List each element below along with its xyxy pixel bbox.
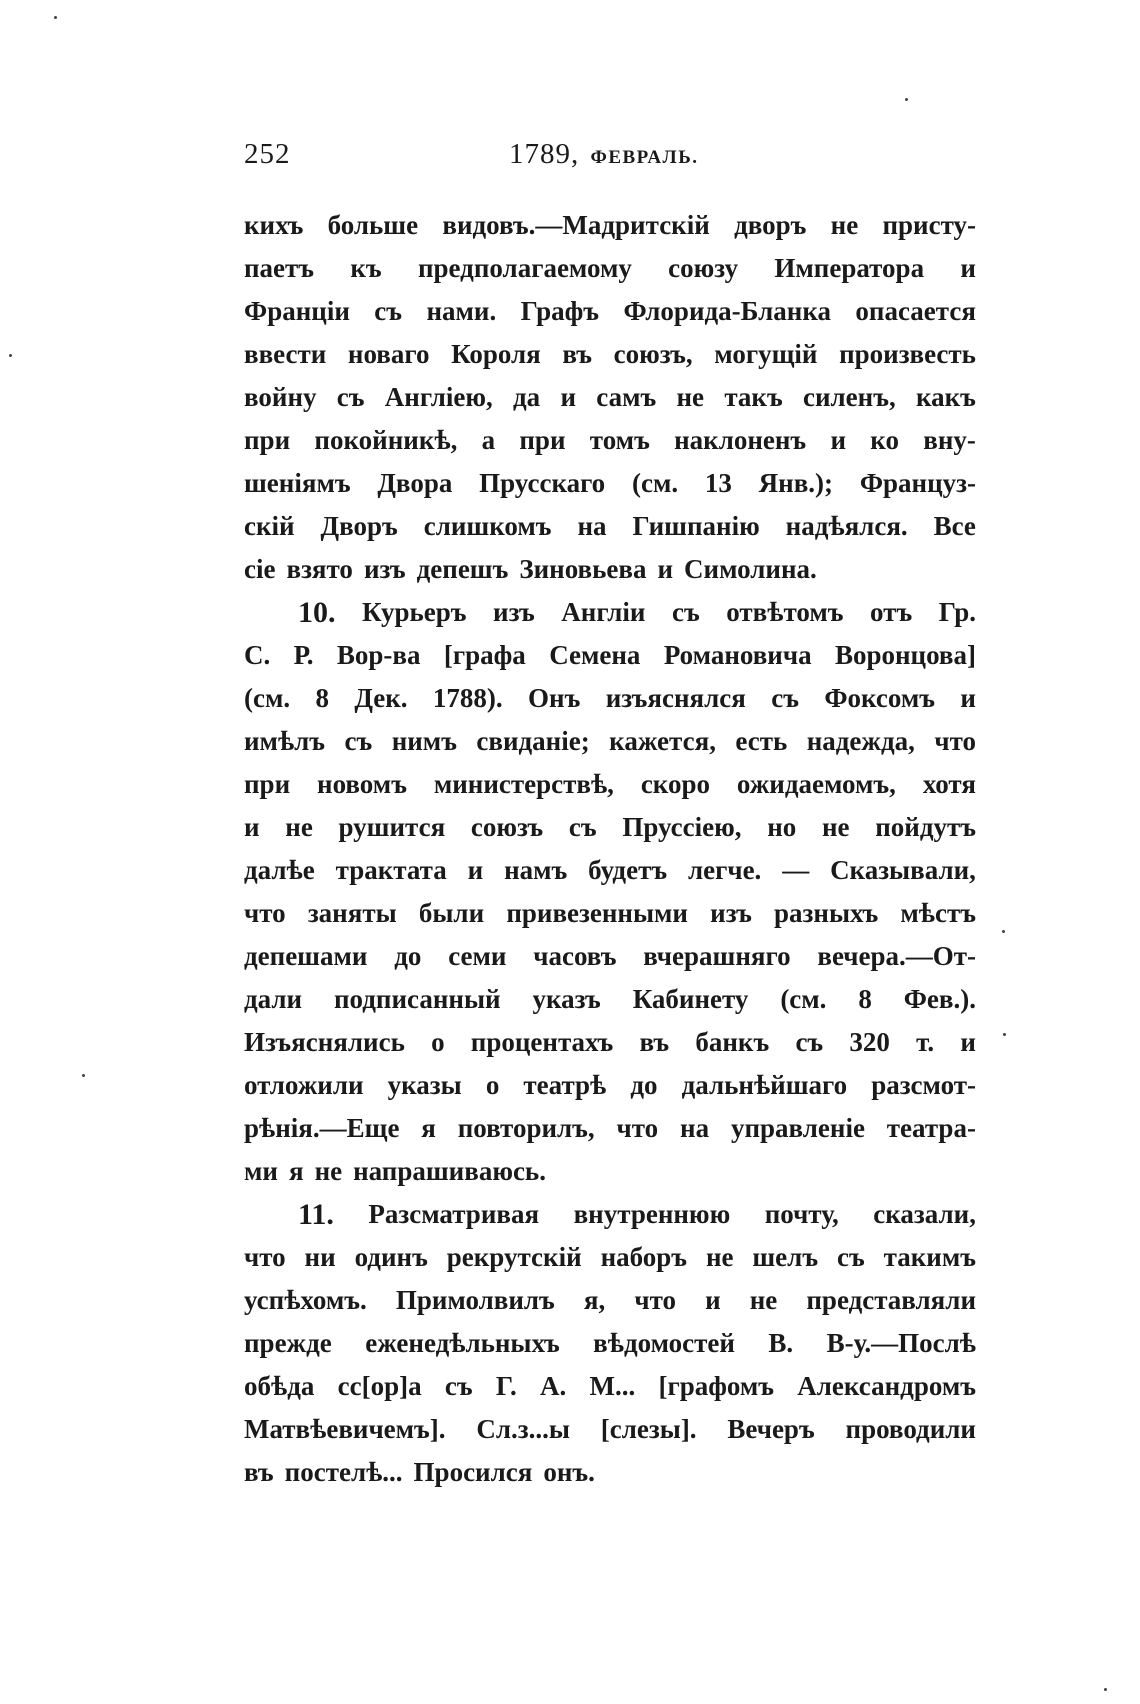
word: (см. [244, 683, 291, 713]
word: ввести [244, 339, 327, 369]
word: такъ [724, 382, 783, 412]
word: Императора [774, 253, 925, 283]
word: ожидаемомъ, [736, 769, 896, 799]
word: дальнѣйшаго [681, 1070, 848, 1100]
word: не [749, 1285, 778, 1315]
word: и [960, 253, 976, 283]
word: въ [244, 1457, 274, 1487]
text-line [244, 1107, 976, 1150]
word: и [960, 1027, 976, 1057]
word: Онъ [528, 683, 581, 713]
word: и [560, 382, 577, 412]
word: повторилъ, [457, 1113, 595, 1143]
word: обѣда [244, 1371, 315, 1401]
word: С. [244, 640, 271, 670]
word: ни [304, 1242, 336, 1272]
word: отъ [870, 597, 913, 627]
word: съ [344, 726, 373, 756]
word: прежде [244, 1328, 332, 1358]
word: трактата [335, 855, 447, 885]
word: и [960, 683, 976, 713]
word: надѣялся. [785, 511, 908, 541]
word: еженедѣльныхъ [365, 1328, 560, 1358]
word: заняты [307, 898, 397, 928]
word: слишкомъ [423, 511, 552, 541]
text-line [244, 1279, 976, 1322]
word: Сказывали, [830, 855, 976, 885]
word: Просился [413, 1457, 533, 1487]
word: семи [448, 941, 507, 971]
word: Примолвилъ [395, 1285, 555, 1315]
text-line [244, 290, 976, 333]
word: Курьеръ [362, 597, 467, 627]
word: т. [916, 1027, 935, 1057]
word: изъ [710, 898, 752, 928]
word: Романовича [663, 640, 812, 670]
word: и [705, 1285, 721, 1315]
word: банкъ [695, 1027, 770, 1057]
word: при [519, 425, 566, 455]
word: но [767, 812, 797, 842]
word: Г. [495, 1371, 517, 1401]
word: Дворъ [320, 511, 398, 541]
word: наклоненъ [674, 425, 807, 455]
word: съ [374, 296, 403, 326]
scan-speck [9, 354, 12, 357]
word: новаго [347, 339, 430, 369]
word: часовъ [533, 941, 617, 971]
word: В. [768, 1328, 794, 1358]
word: и [244, 812, 260, 842]
word: указъ [532, 984, 601, 1014]
word: къ [350, 253, 382, 283]
word: я [421, 1113, 436, 1143]
word: Прусскаго [479, 468, 606, 498]
word: опасается [855, 296, 976, 326]
text-line [244, 1193, 976, 1236]
word: Матвѣевичемъ]. [244, 1414, 446, 1444]
word: управленіе [730, 1113, 865, 1143]
word: отложили [244, 1070, 364, 1100]
word: Разсматривая [368, 1199, 540, 1229]
word: предполагаемому [417, 253, 632, 283]
text-line [244, 419, 976, 462]
word: вну- [923, 425, 976, 455]
word: намъ [504, 855, 568, 885]
text-line [244, 763, 976, 806]
word: министерствѣ, [433, 769, 614, 799]
text-line [244, 1064, 976, 1107]
word: разныхъ [774, 898, 879, 928]
word: сіе [244, 554, 276, 584]
word: М... [589, 1371, 636, 1401]
word: скоро [640, 769, 711, 799]
text-line [244, 892, 976, 935]
text-line [244, 1451, 976, 1494]
word: театрѣ [523, 1070, 607, 1100]
word: Француз- [859, 468, 976, 498]
word: 13 [704, 468, 732, 498]
text-line [244, 505, 976, 548]
text-line [244, 376, 976, 419]
word: вѣдомостей [593, 1328, 735, 1358]
text-line [244, 1322, 976, 1365]
entry-number: 10. [298, 596, 336, 629]
word: не [821, 812, 850, 842]
word: дворъ [734, 210, 807, 240]
word: союзъ, [613, 339, 693, 369]
word: разсмот- [871, 1070, 976, 1100]
scan-speck [1104, 1688, 1107, 1691]
word: Пруссіею, [622, 812, 742, 842]
word: шеніямъ [244, 468, 351, 498]
text-line [244, 720, 976, 763]
word: ко [870, 425, 899, 455]
word: съ [444, 1371, 473, 1401]
word: депешами [244, 941, 368, 971]
word: одинъ [354, 1242, 428, 1272]
word: легче. [687, 855, 762, 885]
word: томъ [589, 425, 650, 455]
word: не [676, 382, 705, 412]
word: что [934, 726, 976, 756]
word: Англіи [561, 597, 646, 627]
text-line [244, 247, 976, 290]
word: Графъ [520, 296, 600, 326]
word: Александромъ [797, 1371, 976, 1401]
text-line [244, 1236, 976, 1279]
scan-speck [82, 1074, 85, 1077]
text-line [244, 935, 976, 978]
word: подписанный [334, 984, 501, 1014]
word: будетъ [588, 855, 668, 885]
word: больше [327, 210, 419, 240]
word: Гр. [938, 597, 976, 627]
text-line [244, 1021, 976, 1064]
word: отвѣтомъ [726, 597, 844, 627]
text-line [244, 849, 976, 892]
word: сказали, [873, 1199, 976, 1229]
word: въ [562, 339, 593, 369]
word: Гишпанію [632, 511, 760, 541]
header-date [509, 134, 699, 178]
scan-speck [1002, 930, 1005, 933]
text-line [244, 634, 976, 677]
word: надежда, [806, 726, 915, 756]
word: есть [735, 726, 788, 756]
word: рекрутскій [446, 1242, 582, 1272]
word: что [244, 1242, 286, 1272]
word: 8 [315, 683, 329, 713]
word: такимъ [883, 1242, 976, 1272]
text-line [244, 591, 976, 634]
word: нимъ [391, 726, 457, 756]
word: (см. [780, 984, 827, 1014]
word: указы [387, 1070, 462, 1100]
word: напрашиваюсь. [353, 1156, 546, 1186]
word: не [830, 210, 859, 240]
word: о [431, 1027, 445, 1057]
word: съ [836, 1242, 865, 1272]
word: Зиновьева [519, 554, 647, 584]
text-line [244, 204, 976, 247]
word: ми [244, 1156, 278, 1186]
word: Семена [549, 640, 641, 670]
word: постелѣ... [284, 1457, 403, 1487]
word: Дек. [354, 683, 408, 713]
word: [графомъ [658, 1371, 775, 1401]
scan-speck [1003, 1033, 1006, 1036]
word: съ [568, 812, 597, 842]
word: успѣхомъ. [244, 1285, 367, 1315]
word: пойдутъ [875, 812, 976, 842]
word: представляли [806, 1285, 976, 1315]
word: хотя [922, 769, 976, 799]
word: изъ [493, 597, 535, 627]
word: (см. [631, 468, 679, 498]
word: я [288, 1156, 304, 1186]
word: нами. [426, 296, 497, 326]
word: союзъ [470, 812, 544, 842]
word: 320 [849, 1027, 890, 1057]
word: В-у.—Послѣ [826, 1328, 976, 1358]
word: были [418, 898, 485, 928]
word: Сл.з...ы [476, 1414, 570, 1444]
word: что [244, 898, 286, 928]
text-line [244, 1365, 976, 1408]
word: наборъ [600, 1242, 688, 1272]
word: да [513, 382, 541, 412]
word: до [630, 1070, 658, 1100]
word: а [481, 425, 496, 455]
word: Франціи [244, 296, 350, 326]
word: съ [671, 597, 700, 627]
word: видовъ.—Мадритскій [442, 210, 710, 240]
word: не [314, 1156, 343, 1186]
word: театра- [886, 1113, 976, 1143]
word: Флорида-Бланка [623, 296, 831, 326]
word: рѣнія.—Еще [244, 1113, 400, 1143]
word: А. [539, 1371, 567, 1401]
word: — [782, 855, 810, 885]
word: мѣстъ [900, 898, 976, 928]
word: Все [933, 511, 976, 541]
word: Изъяснялись [244, 1027, 405, 1057]
word: проводили [845, 1414, 976, 1444]
word: Янв.); [758, 468, 834, 498]
word: какъ [915, 382, 976, 412]
word: на [680, 1113, 710, 1143]
header-year: 1789, [509, 138, 580, 170]
word: паетъ [244, 253, 315, 283]
word: кажется, [609, 726, 716, 756]
word: что [616, 1113, 659, 1143]
word: Фоксомъ [824, 683, 936, 713]
word: кихъ [244, 210, 304, 240]
word: Воронцова] [834, 640, 976, 670]
word: почту, [764, 1199, 839, 1229]
word: и [657, 554, 674, 584]
word: изъ [363, 554, 406, 584]
text-line [244, 806, 976, 849]
word: 1788). [432, 683, 503, 713]
word: Фев.). [903, 984, 976, 1014]
word: покойникѣ, [314, 425, 458, 455]
word: произвесть [839, 339, 976, 369]
word: Р. [293, 640, 314, 670]
word: привезенными [506, 898, 688, 928]
word: новомъ [317, 769, 407, 799]
word: далѣе [244, 855, 315, 885]
word: свиданіе; [476, 726, 590, 756]
word: не [705, 1242, 734, 1272]
word: Двора [377, 468, 453, 498]
word: на [577, 511, 607, 541]
text-line [244, 1150, 976, 1193]
word: Короля [451, 339, 541, 369]
word: Вор-ва [336, 640, 421, 670]
word: [графа [443, 640, 526, 670]
page-number: 252 [244, 138, 291, 170]
word: съ [771, 683, 799, 713]
entry-number: 11. [298, 1198, 334, 1231]
word: взято [286, 554, 353, 584]
word: шелъ [752, 1242, 819, 1272]
text-line [244, 462, 976, 505]
word: присту- [882, 210, 976, 240]
word: 8 [858, 984, 872, 1014]
word: съ [795, 1027, 824, 1057]
text-line [244, 978, 976, 1021]
scan-speck [905, 98, 908, 101]
text-line [244, 333, 976, 376]
word: онъ. [543, 1457, 595, 1487]
word: Англіею, [384, 382, 493, 412]
word: процентахъ [470, 1027, 614, 1057]
word: рушится [338, 812, 446, 842]
word: при [244, 769, 291, 799]
word: внутреннюю [573, 1199, 731, 1229]
word: и [830, 425, 847, 455]
word: вечера.—От- [817, 941, 976, 971]
word: и [467, 855, 484, 885]
word: я, [583, 1285, 606, 1315]
word: въ [639, 1027, 670, 1057]
word: сс[ор]а [337, 1371, 422, 1401]
word: депешъ [416, 554, 509, 584]
word: при [244, 425, 291, 455]
word: дали [244, 984, 303, 1014]
text-line [244, 548, 976, 591]
word: что [634, 1285, 676, 1315]
word: имѣлъ [244, 726, 326, 756]
word: силенъ, [802, 382, 896, 412]
word: изъяснялся [605, 683, 746, 713]
word: Вечеръ [727, 1414, 815, 1444]
word: самъ [596, 382, 657, 412]
word: Симолина. [684, 554, 817, 584]
word: о [485, 1070, 500, 1100]
word: скій [244, 511, 295, 541]
text-line [244, 677, 976, 720]
word: союзу [668, 253, 739, 283]
scan-speck [54, 16, 57, 19]
word: до [394, 941, 422, 971]
text-line [244, 1408, 976, 1451]
word: [слезы]. [600, 1414, 697, 1444]
word: Кабинету [632, 984, 749, 1014]
word: войну [244, 382, 317, 412]
running-header [244, 134, 974, 174]
word: могущій [714, 339, 818, 369]
header-month: ФЕВРАЛЬ. [590, 147, 699, 168]
word: съ [336, 382, 365, 412]
word: не [285, 812, 313, 842]
word: вчерашняго [643, 941, 791, 971]
body-text [244, 204, 976, 1494]
